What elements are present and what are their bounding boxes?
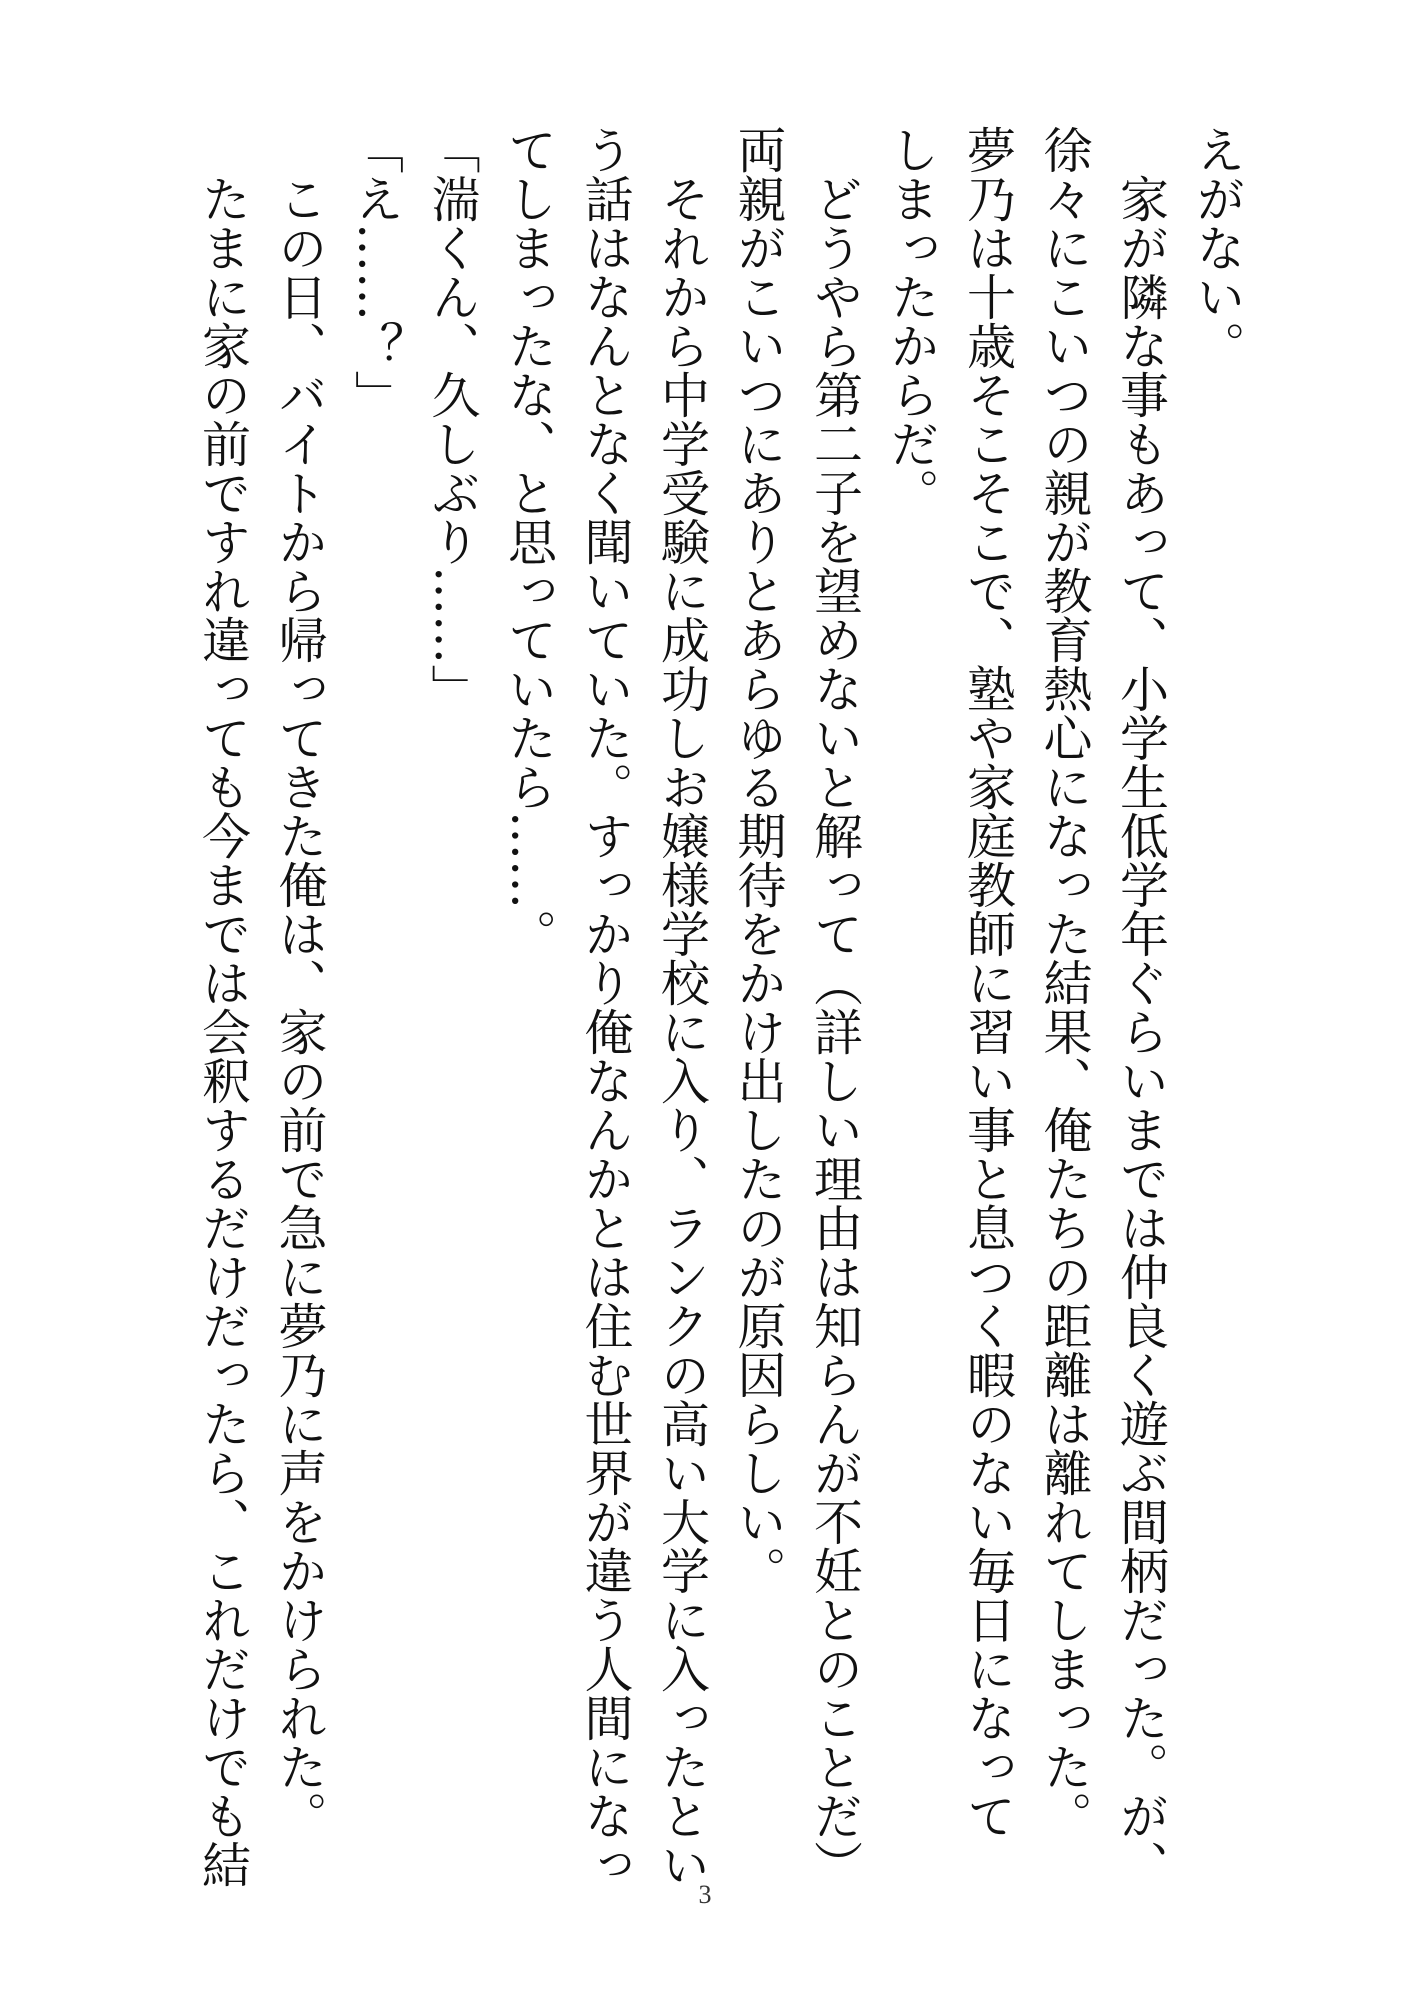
- text-line: しまったからだ。: [883, 125, 940, 517]
- page-number: 3: [698, 1880, 712, 1909]
- text-line: てしまったな、と思っていたら……。: [500, 125, 558, 958]
- text-line: 「湍くん、久しぶり……」: [424, 125, 481, 713]
- text-line: 徐々にこいつの親が教育熱心になった結果、俺たちの距離は離れてしまった。: [1036, 125, 1093, 1840]
- text-line: う話はなんとなく聞いていた。すっかり俺なんかとは住む世界が違う人間になっ: [577, 125, 634, 1889]
- text-line: どうやら第二子を望めないと解って（詳しい理由は知らんが不妊とのことだ）: [806, 125, 864, 1889]
- text-line: この日、バイトから帰ってきた俺は、家の前で急に夢乃に声をかけられた。: [271, 125, 328, 1840]
- text-line: それから中学受験に成功しお嬢様学校に入り、ランクの高い大学に入ったとい: [653, 125, 711, 1889]
- text-line: 両親がこいつにありとあらゆる期待をかけ出したのが原因らしい。: [730, 125, 787, 1595]
- vertical-text-body: [155, 125, 1255, 1889]
- text-line: たまに家の前ですれ違っても今までは会釈するだけだったら、これだけでも結: [194, 125, 252, 1889]
- text-line: 夢乃は十歳そこそこで、塾や家庭教師に習い事と息つく暇のない毎日になって: [959, 125, 1017, 1840]
- text-line: 「え……？」: [347, 125, 405, 419]
- text-line: 家が隣な事もあって、小学生低学年ぐらいまでは仲良く遊ぶ間柄だった。が、: [1112, 125, 1170, 1889]
- text-line: えがない。: [1189, 125, 1246, 370]
